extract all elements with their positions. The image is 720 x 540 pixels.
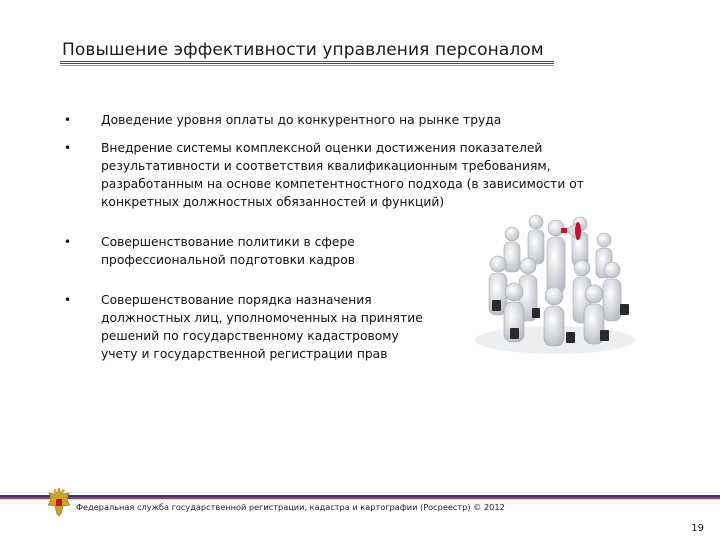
bullet-marker: • <box>64 141 72 155</box>
bullet-item-1: Доведение уровня оплаты до конкурентного на рынке труда <box>101 113 502 127</box>
footer-copyright: Федеральная служба государственной регистрации, кадастра и картографии (Росреестр) © 2012 <box>76 502 509 512</box>
bullet-marker: • <box>64 113 72 127</box>
bullet-marker: • <box>64 293 72 307</box>
bullet-item-3: Совершенствование политики в сфере профессиональной подготовки кадров <box>101 235 355 267</box>
flag-band <box>0 492 720 498</box>
slide-title: Повышение эффективности управления персоналом <box>62 40 544 60</box>
bullet-item-4: Совершенствование порядка назначения должностных лиц, уполномоченных на принятие решений по государственному кадастровому учету и государственной регистрации прав <box>101 293 423 361</box>
team-meeting-figures-icon <box>470 200 640 360</box>
bullet-item-2: Внедрение системы комплексной оценки достижения показателей результативности и соответствия квалификационным требованиям, разработанным на основе компетентностного подхода (в зависимости от конкретных должностных обязанностей и функций) <box>101 141 584 209</box>
russian-coat-of-arms-icon <box>46 488 72 518</box>
bullet-marker: • <box>64 235 72 249</box>
page-number: 19 <box>691 523 704 534</box>
footer <box>0 483 720 540</box>
